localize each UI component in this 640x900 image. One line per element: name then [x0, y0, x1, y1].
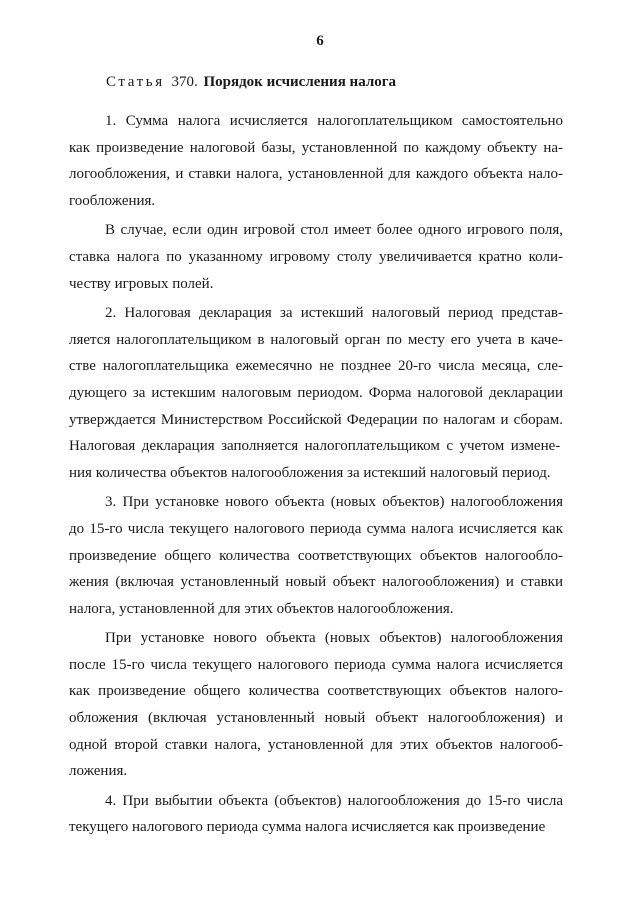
article-word: Статья — [106, 74, 165, 90]
page-number: 6 — [316, 33, 324, 49]
text-line: честву игровых полей. — [69, 275, 214, 292]
article-heading — [106, 74, 396, 91]
text-line: ляется налогоплательщиком в налоговый орган по месту его учета в каче- — [69, 331, 563, 348]
text-line: стве налогоплательщика ежемесячно не позднее 20-го числа месяца, сле- — [69, 358, 563, 375]
text-line: произведение общего количества соответствующих объектов налогообло- — [69, 547, 563, 564]
text-line: В случае, если один игровой стол имеет более одного игрового поля, — [105, 222, 563, 239]
paragraph — [69, 300, 563, 486]
paragraph — [69, 625, 563, 785]
article-title: Порядок исчисления налога — [203, 74, 397, 90]
text-line: дующего за истекшим налоговым периодом. Форма налоговой декларации — [69, 384, 563, 401]
text-line: гообложения. — [69, 192, 156, 209]
text-line: 3. При установке нового объекта (новых объектов) налогообложения — [105, 494, 563, 511]
paragraph — [69, 788, 563, 841]
text-line: налога, установленной для этих объектов налогообложения. — [69, 600, 454, 617]
text-line: 4. При выбытии объекта (объектов) налогообложения до 15-го числа — [105, 792, 563, 809]
text-line: ложения. — [69, 763, 128, 780]
text-line: утверждается Министерством Российской Федерации по налогам и сборам. — [69, 411, 563, 428]
text-line: 2. Налоговая декларация за истекший налоговый период представ- — [105, 305, 563, 322]
text-line: ния количества объектов налогообложения за истекший налоговый период. — [69, 464, 551, 481]
text-line: 1. Сумма налога исчисляется налогоплательщиком самостоятельно — [105, 113, 563, 129]
text-line: как произведение общего количества соответствующих объектов налого- — [69, 683, 563, 700]
text-line: ставка налога по указанному игровому столу увеличивается кратно коли- — [69, 248, 563, 265]
text-line: одной второй ставки налога, установленной для этих объектов налогооб- — [69, 736, 563, 753]
paragraph — [69, 217, 563, 297]
text-line: до 15-го числа текущего налогового периода сумма налога исчисляется как — [69, 520, 563, 537]
text-line: Налоговая декларация заполняется налогоплательщиком с учетом измене- — [69, 438, 561, 455]
text-line: текущего налогового периода сумма налога исчисляется как произведение — [69, 819, 546, 836]
text-line: обложения (включая установленный новый объект налогообложения) и — [69, 710, 563, 727]
body-text — [69, 108, 563, 844]
text-line: жения (включая установленный новый объект налогообложения) и ставки — [69, 574, 563, 591]
text-line: после 15-го числа текущего налогового периода сумма налога исчисляется — [69, 656, 563, 673]
paragraph — [69, 489, 563, 622]
text-line: как произведение налоговой базы, установленной по каждому объекту на- — [69, 139, 563, 156]
text-line: логообложения, и ставки налога, установленной для каждого объекта нало- — [69, 166, 563, 183]
article-number: 370. — [171, 74, 198, 90]
paragraph — [69, 108, 563, 214]
text-line: При установке нового объекта (новых объектов) налогообложения — [105, 630, 563, 647]
